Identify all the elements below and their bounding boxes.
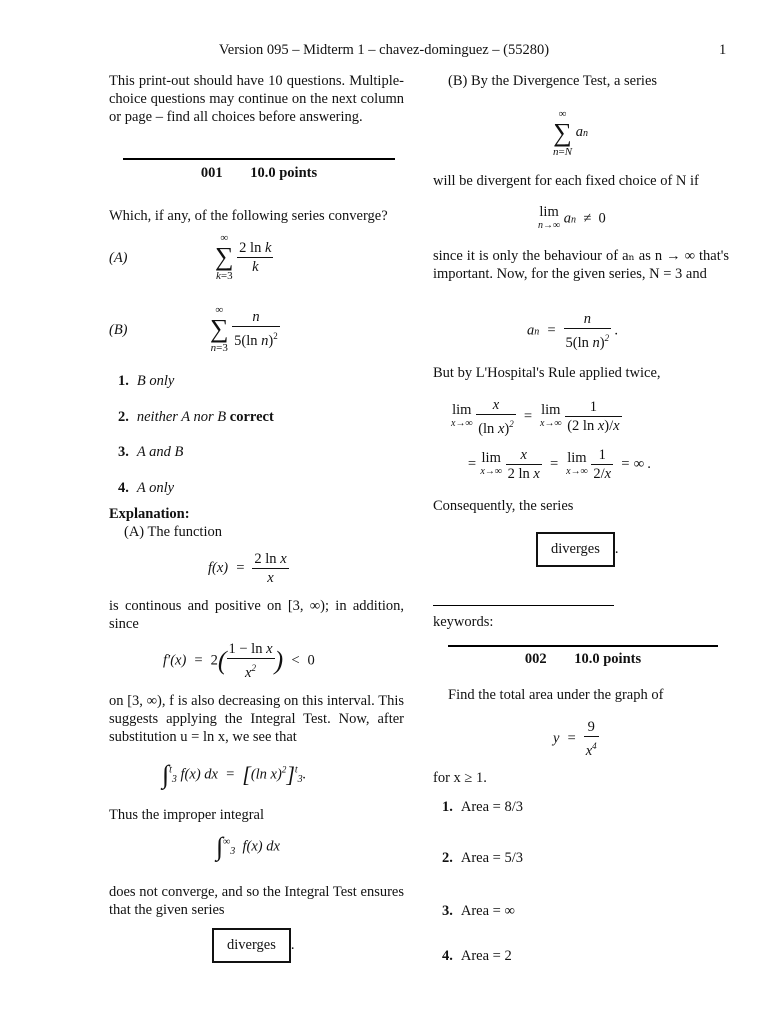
derivative: f′(x) = 2( $\frac{\text{1 − ln x}}{x^2}$ ) < 0 xyxy=(163,641,315,681)
integral-substitution: ∫$^t_3$ f(x) dx = [(ln x)$^2$]$^t_3$. xyxy=(162,760,307,789)
question-points: 10.0 points xyxy=(250,165,318,181)
divergence-limit: lim n→∞ an ≠ 0 xyxy=(538,204,606,231)
choice-3[interactable]: 3. Area = ∞ xyxy=(442,903,515,919)
question-header-001 xyxy=(123,165,395,182)
series-b-label: (B) xyxy=(109,322,128,338)
divider xyxy=(448,645,718,647)
answer-box-a: diverges . xyxy=(212,928,295,963)
expB-text2: since it is only the behaviour of aₙ as n → ∞ that's important. Now, for the given series, N = 3 and xyxy=(433,248,729,282)
question-domain: for x ≥ 1. xyxy=(433,770,487,786)
series-a: ∞ ∑ k=3 $\frac{\text{2 ln k}}{k}$ xyxy=(215,232,272,282)
divider xyxy=(123,158,395,160)
answer-box-b: diverges . xyxy=(536,532,619,567)
choice-2[interactable]: 2. Area = 5/3 xyxy=(442,850,524,866)
question-number: 001 xyxy=(200,165,223,181)
explanation-label: Explanation: xyxy=(109,506,190,522)
improper-integral: $\int^\infty_3$ f(x) dx xyxy=(216,832,280,861)
expA-text1: is continous and positive on [3, ∞); in addition, since xyxy=(109,598,404,632)
expA-text3: Thus the improper integral xyxy=(109,807,265,823)
series-general: ∞ ∑ n=N an xyxy=(553,108,588,158)
lhospital-line1: lim x→∞ $\frac{x}{(\ln x)^2}$ = lim x→∞ $\frac{1}{\text{(2 ln x)/x}}$ xyxy=(451,397,620,437)
expB-intro: (B) By the Divergence Test, a series xyxy=(448,73,658,89)
page-number: 1 xyxy=(719,42,727,58)
expB-text4: Consequently, the series xyxy=(433,498,574,514)
choice-3[interactable]: 3. A and B xyxy=(118,444,184,460)
expB-text3: But by L'Hospital's Rule applied twice, xyxy=(433,365,661,381)
function-y: y = $\frac{9}{x^4}$ xyxy=(553,719,597,759)
question-prompt: Find the total area under the graph of xyxy=(448,687,664,703)
choice-4[interactable]: 4. A only xyxy=(118,480,175,496)
choice-2[interactable]: 2. neither A nor B correct xyxy=(118,409,274,425)
keywords-label: keywords: xyxy=(433,614,494,630)
question-number: 002 xyxy=(524,651,547,667)
function-f: f(x) = $\frac{\text{2 ln x}}{x}$ xyxy=(208,551,287,586)
expB-text1: will be divergent for each fixed choice of N if xyxy=(433,173,699,189)
choice-4[interactable]: 4. Area = 2 xyxy=(442,948,512,964)
series-b: ∞ ∑ n=3 $\frac{n}{5(\ln n)^2}$ xyxy=(210,304,278,354)
question-prompt: Which, if any, of the following series converge? xyxy=(109,208,388,224)
choice-1[interactable]: 1. B only xyxy=(118,373,175,389)
question-points: 10.0 points xyxy=(574,651,642,667)
lhospital-line2: = lim x→∞ $\frac{x}{\text{2 ln x}}$ = lim x→∞ $\frac{1}{2/x}$ = ∞ . xyxy=(467,447,652,482)
header-title: Version 095 – Midterm 1 – chavez-dominguez – (55280) xyxy=(218,42,550,58)
series-a-label: (A) xyxy=(109,250,128,266)
expA-intro: (A) The function xyxy=(124,524,222,540)
question-header-002 xyxy=(448,651,718,668)
expA-text2: on [3, ∞), f is also decreasing on this interval. This suggests applying the Integral Test. Now, after substitution u = ln x, we see that xyxy=(109,693,404,745)
correct-tag: correct xyxy=(229,409,274,425)
a-n-formula: an = $\frac{n}{5(\ln n)^2}$ . xyxy=(527,311,619,351)
choice-1[interactable]: 1. Area = 8/3 xyxy=(442,799,524,815)
expA-text4: does not converge, and so the Integral Test ensures that the given series xyxy=(109,884,404,918)
keywords-divider xyxy=(433,605,614,606)
intro-text: This print-out should have 10 questions. Multiple-choice questions may continue on the next column or page – find all choices before answering. xyxy=(109,73,404,125)
